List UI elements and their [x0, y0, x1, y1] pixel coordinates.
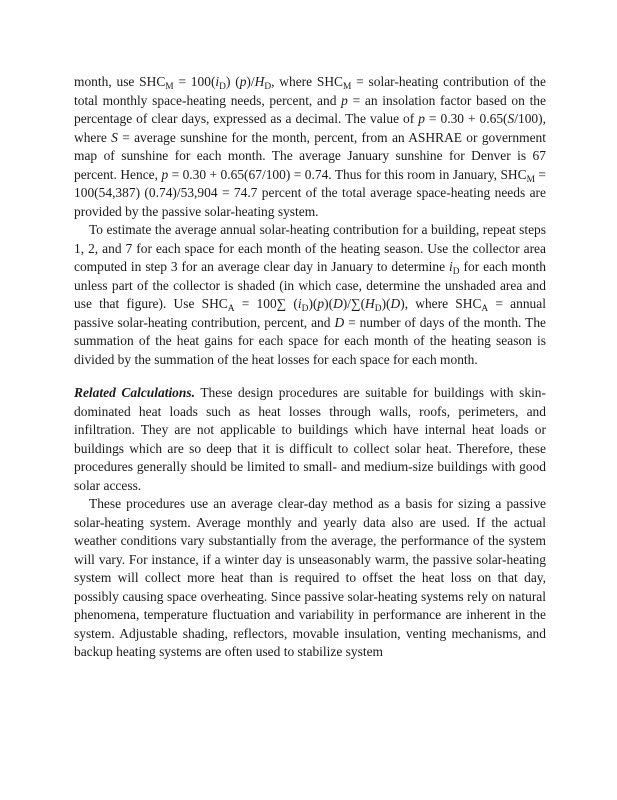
- paragraph-related-calculations: [74, 384, 546, 495]
- document-page: [74, 73, 546, 662]
- text-run: These procedures use an average clear-day method as a basis for sizing a passive solar-heating system. Average monthly and yearly data also are used. If the actual weather conditions vary substantially from the average, the performance of the system will vary. For instance, if a winter day is unseasonably warm, the passive solar-heating system will collect more heat than is required to offset the heat loss on that day, possibly causing space overheating. Since passive solar-heating systems rely on natural phenomena, temperature fluctuation and variability in performance are inherent in the system. Adjustable shading, reflectors, movable insulation, venting mechanisms, and backup heating systems are often used to stabilize system: [74, 496, 546, 659]
- variable: i: [215, 74, 220, 89]
- paragraph-gap: [74, 369, 546, 384]
- text-run: for each month unless part of the collector is shaded (in which case, determine the unshaded area and use that figure). Use SHC: [74, 259, 546, 311]
- subscript: M: [526, 174, 535, 185]
- variable: i: [449, 259, 453, 274]
- subscript: A: [481, 304, 489, 314]
- subscript: D: [264, 82, 272, 92]
- variable: i: [297, 296, 302, 311]
- text-run: = number of days of the month. The summation of the heat gains for each space for each month of the heating season is divided by the summation of the heat losses for each space for each month.: [74, 314, 546, 367]
- text-run: = 0.30 + 0.65(: [424, 111, 508, 126]
- text-run: )/∑(: [342, 296, 366, 311]
- paragraph-annual-contribution: [74, 221, 546, 369]
- text-run: = 100(54,387) (0.74)/53,904 = 74.7 percent of the total average space-heating needs are provided by the passive solar-heating system.: [74, 166, 546, 219]
- text-run: ) (: [225, 74, 240, 89]
- subscript: D: [374, 304, 382, 314]
- text-run: = 100∑ (: [234, 296, 298, 311]
- subscript: D: [452, 267, 460, 277]
- text-run: )(: [308, 296, 318, 311]
- text-run: ), where SHC: [400, 296, 482, 311]
- subscript: D: [219, 82, 226, 92]
- variable: H: [365, 296, 375, 311]
- subscript: M: [343, 82, 352, 92]
- variable: H: [254, 74, 265, 89]
- text-run: month, use SHC: [74, 74, 166, 89]
- paragraph-clear-day-method: [74, 495, 546, 662]
- variable: p: [317, 296, 325, 311]
- text-run: = an insolation factor based on the percentage of clear days, expressed as a decimal. The value of: [74, 92, 546, 126]
- variable: S: [507, 111, 515, 126]
- run-in-heading: Related Calculations.: [74, 385, 195, 400]
- variable: D: [333, 296, 343, 311]
- text-run: = average sunshine for the month, percent, from an ASHRAE or government map of sunshine for each month. The average January sunshine for Denver is 67 percent. Hence,: [74, 129, 546, 182]
- text-run: , where SHC: [271, 74, 344, 89]
- subscript: A: [227, 304, 235, 314]
- text-run: These design procedures are suitable for buildings with skin-dominated heat loads such as heat losses through walls, roofs, perimeters, and infiltration. They are not applicable to buildings which have internal heat loads or buildings which are so deep that it is difficult to collect solar heat. Therefore, these procedures generally should be limited to small- and medium-size buildings with good solar access.: [74, 385, 546, 493]
- text-run: /100), where: [74, 111, 546, 145]
- text-run: )(: [324, 296, 334, 311]
- text-run: = 100(: [173, 74, 216, 89]
- subscript: M: [165, 82, 174, 92]
- variable: D: [390, 296, 401, 311]
- text-run: )(: [381, 296, 391, 311]
- text-run: = annual passive solar-heating contribution, percent, and: [74, 296, 546, 330]
- text-run: To estimate the average annual solar-heating contribution for a building, repeat steps 1, 2, and 7 for each space for each month of the heating season. Use the collector area computed in step 3 for an average clear day in January to determine: [74, 222, 546, 274]
- subscript: D: [301, 304, 309, 314]
- text-run: = solar-heating contribution of the total monthly space-heating needs, percent, and: [74, 74, 546, 108]
- variable: S: [111, 129, 118, 145]
- variable: D: [334, 314, 345, 330]
- variable: p: [341, 92, 348, 108]
- text-run: )/: [246, 74, 255, 89]
- paragraph-monthly-contribution: [74, 73, 546, 221]
- variable: p: [239, 74, 247, 89]
- variable: p: [161, 166, 169, 182]
- variable: p: [418, 111, 425, 126]
- text-run: = 0.30 + 0.65(67/100) = 0.74. Thus for this room in January, SHC: [168, 166, 527, 182]
